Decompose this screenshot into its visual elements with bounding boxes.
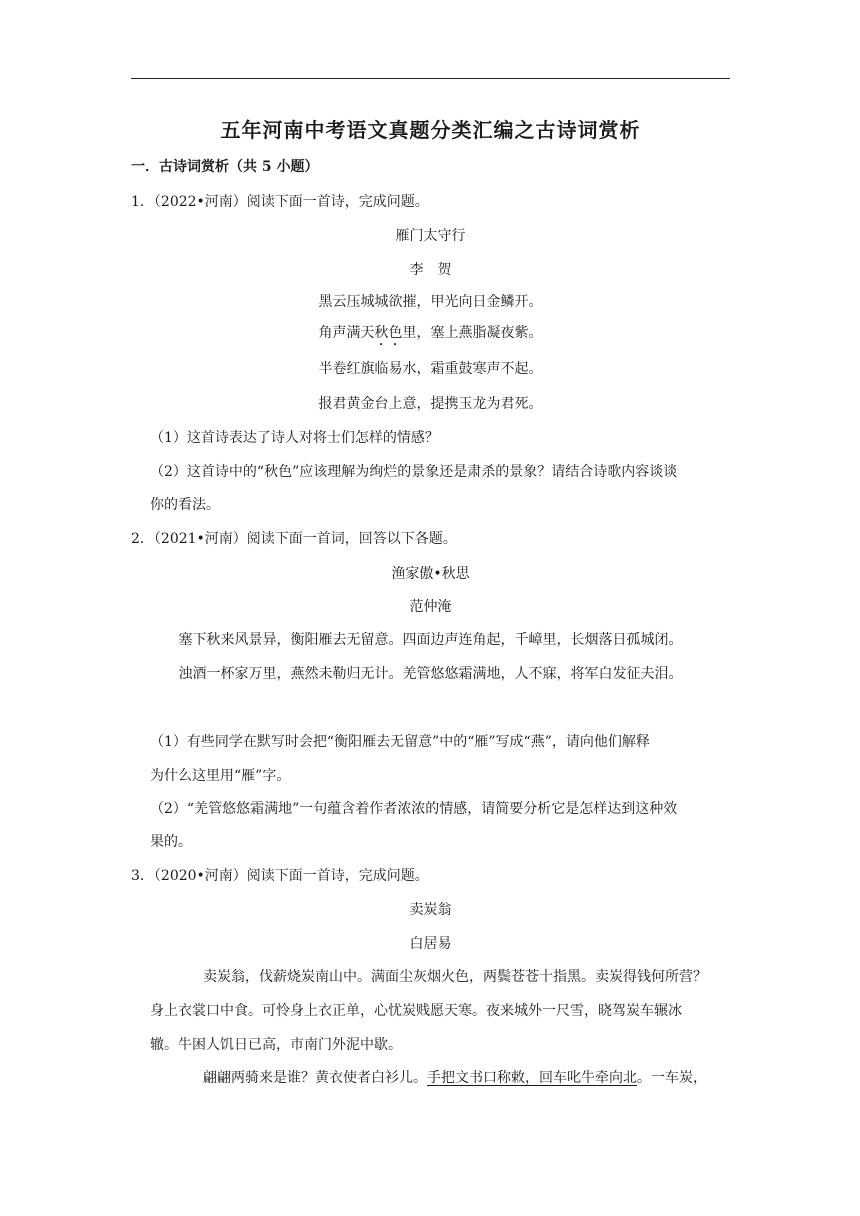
header-rule (131, 78, 730, 79)
q2-subquestion-2: （2）“羌管悠悠霜满地”一句蕴含着作者浓浓的情感，请简要分析它是怎样达到这种效 (150, 801, 678, 817)
q2-subquestion-1-cont: 为什么这里用“雁”字。 (150, 768, 291, 784)
q1-poem-title: 雁门太守行 (395, 228, 466, 244)
q3-poem-para-1-end: 辙。牛困人饥日已高，市南门外泥中歇。 (150, 1037, 402, 1053)
q2-poem-line-2: 浊酒一杯家万里，燕然未勒归无计。羌管悠悠霜满地，人不寐，将军白发征夫泪。 (178, 666, 683, 682)
q3-poem-para-1-cont: 身上衣裳口中食。可怜身上衣正单，心忧炭贱愿天寒。夜来城外一尺雪，晓驾炭车辗冰 (150, 1003, 682, 1019)
q3-stem: 3．（2020•河南）阅读下面一首诗，完成问题。 (131, 868, 429, 884)
q1-poem-line-4: 报君黄金台上意，提携玉龙为君死。 (318, 396, 543, 412)
q2-poem-title: 渔家傲•秋思 (391, 566, 470, 582)
q1-subquestion-2: （2）这首诗中的“秋色”应该理解为绚烂的景象还是肃杀的景象？请结合诗歌内容谈谈 (150, 464, 678, 480)
q2-subquestion-1: （1）有些同学在默写时会把“衡阳雁去无留意”中的“雁”写成“燕”，请向他们解释 (150, 734, 650, 750)
underlined-phrase: 手把文书口称敕，回车叱牛牵向北 (427, 1070, 637, 1086)
q2-subquestion-2-cont: 果的。 (150, 834, 192, 850)
q2-author: 范仲淹 (409, 599, 452, 615)
q1-stem: 1．（2022•河南）阅读下面一首诗，完成问题。 (131, 194, 429, 210)
q1-poem-line-2: 角声满天秋色里，塞上燕脂凝夜紫。 (318, 325, 543, 341)
q1-author: 李 贺 (409, 262, 452, 278)
q3-poem-para-2: 翩翩两骑来是谁？黄衣使者白衫儿。手把文书口称敕，回车叱牛牵向北。一车炭， (203, 1070, 707, 1086)
q1-poem-line-1: 黑云压城城欲摧，甲光向日金鳞开。 (318, 294, 543, 310)
page-title: 五年河南中考语文真题分类汇编之古诗词赏析 (220, 118, 641, 142)
section-heading: 一．古诗词赏析（共 5 小题） (131, 159, 319, 175)
q3-poem-para-1: 卖炭翁，伐薪烧炭南山中。满面尘灰烟火色，两鬓苍苍十指黑。卖炭得钱何所营？ (203, 969, 707, 985)
q1-subquestion-1: （1）这首诗表达了诗人对将士们怎样的情感？ (150, 430, 439, 446)
q1-subquestion-2-cont: 你的看法。 (150, 497, 220, 513)
q3-poem-title: 卖炭翁 (409, 902, 452, 918)
q2-poem-line-1: 塞下秋来风景异，衡阳雁去无留意。四面边声连角起，千嶂里，长烟落日孤城闭。 (178, 632, 683, 648)
q3-author: 白居易 (409, 936, 452, 952)
q2-stem: 2．（2021•河南）阅读下面一首词，回答以下各题。 (131, 531, 457, 547)
q1-poem-line-3: 半卷红旗临易水，霜重鼓寒声不起。 (318, 361, 543, 377)
emphasized-phrase: 秋色 (374, 325, 403, 341)
